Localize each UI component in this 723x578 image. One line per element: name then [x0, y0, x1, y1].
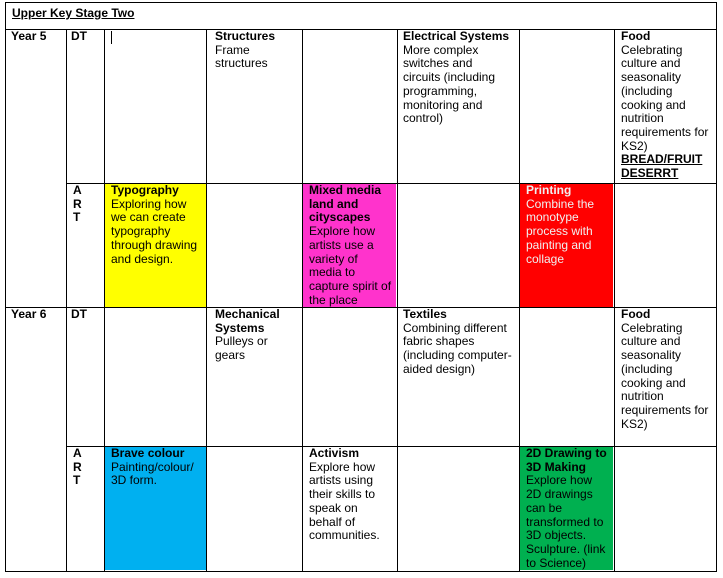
year5-typography-heading: Typography [111, 183, 179, 197]
year6-dt-label: DT [71, 307, 87, 321]
year5-art-label: ART [73, 183, 82, 225]
year5-printing-cell [522, 183, 613, 267]
year6-brave-cell [107, 446, 206, 489]
year6-mechanical-heading: Mechanical Systems [215, 307, 280, 335]
year5-mixed-body: Explore how artists use a variety of media to capture spirit of the place [309, 224, 392, 307]
year6-mechanical-body: Pulleys or gears [215, 334, 268, 363]
year5-structures-heading: Structures [215, 29, 276, 43]
year6-food-heading: Food [621, 307, 651, 321]
year5-typography-cell [107, 183, 206, 267]
year5-food-extra: BREAD/FRUIT DESERRT [621, 152, 703, 181]
year5-mixed-cell [305, 183, 396, 308]
year5-printing-body: Combine the monotype process with painting and collage [526, 196, 595, 266]
year5-electrical-cell [399, 29, 517, 127]
year5-structures-body: Frame structures [215, 42, 268, 71]
year5-food-heading: Food [621, 29, 651, 43]
year6-label: Year 6 [11, 307, 47, 321]
year5-structures-cell [211, 29, 303, 72]
year5-dt-label: DT [71, 29, 87, 43]
year6-food-cell [617, 307, 717, 432]
text-cursor [111, 31, 112, 44]
year6-drawing-heading: 2D Drawing to 3D Making [526, 446, 607, 474]
year6-activism-cell [305, 446, 396, 544]
year6-activism-body: Explore how artists using their skills to speak on behalf of communities. [309, 459, 380, 543]
year6-drawing-body: Explore how 2D drawings can be transformed to 3D objects. Sculpture. (link to Science) [526, 473, 606, 570]
year6-brave-body: Painting/colour/ 3D form. [111, 459, 194, 488]
year6-activism-heading: Activism [309, 446, 360, 460]
page-title: Upper Key Stage Two [12, 6, 135, 20]
year5-electrical-body: More complex switches and circuits (including programming, monitoring and control) [403, 42, 496, 126]
year6-mechanical-cell [211, 307, 303, 364]
year6-textiles-cell [399, 307, 517, 378]
year5-electrical-heading: Electrical Systems [403, 29, 510, 43]
year5-typography-body: Exploring how we can create typography through drawing and design. [111, 196, 198, 266]
year5-food-cell [617, 29, 717, 182]
year5-label: Year 5 [11, 29, 47, 43]
year6-drawing-cell [522, 446, 613, 571]
year5-printing-heading: Printing [526, 183, 572, 197]
year6-brave-heading: Brave colour [111, 446, 185, 460]
year6-textiles-heading: Textiles [403, 307, 447, 321]
year6-textiles-body: Combining different fabric shapes (including computer-aided design) [403, 320, 512, 376]
year5-food-body: Celebrating culture and seasonality (including cooking and nutrition requirements for KS2) [621, 42, 709, 153]
year6-food-body: Celebrating culture and seasonality (including cooking and nutrition requirements for KS2) [621, 320, 709, 431]
year5-mixed-heading: Mixed media land and cityscapes [309, 183, 382, 225]
year6-art-label: ART [73, 446, 82, 488]
